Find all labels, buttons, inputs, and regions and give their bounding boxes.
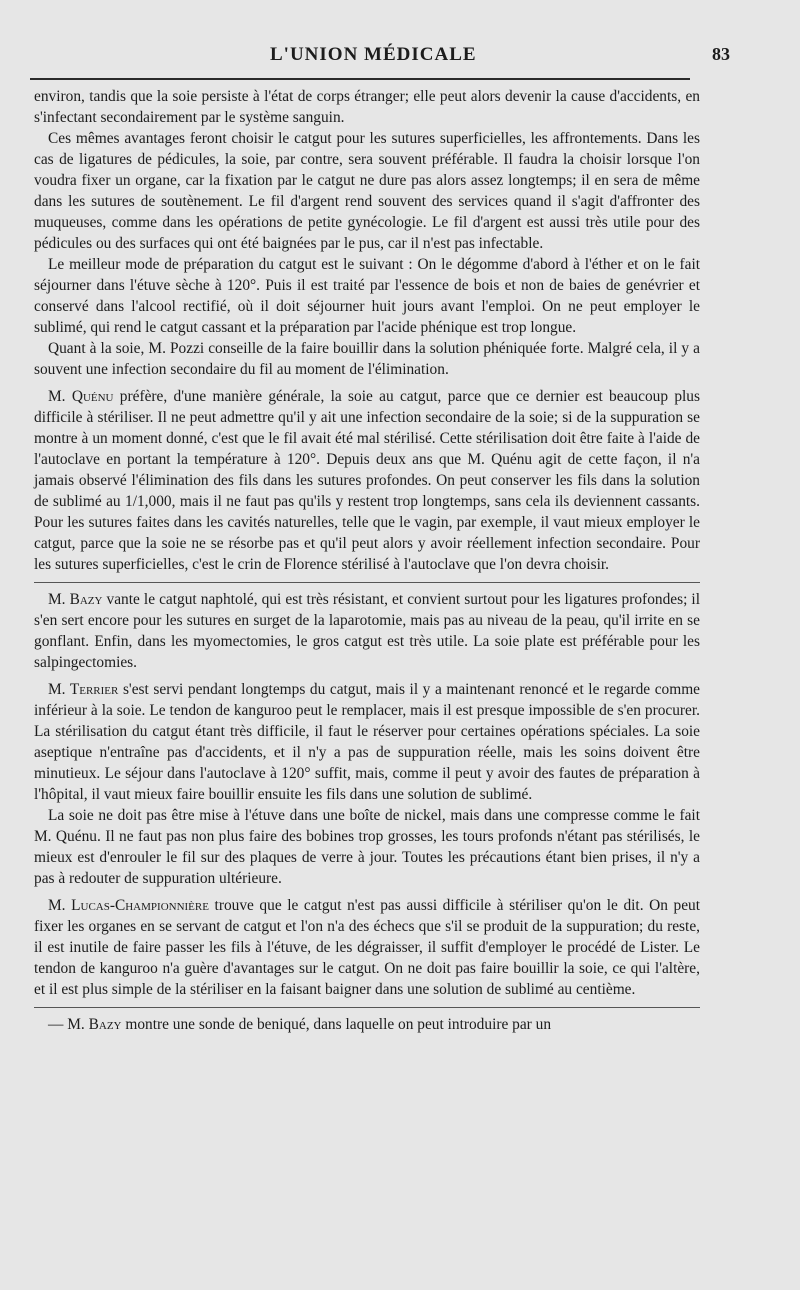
paragraph	[34, 679, 700, 805]
article-body	[34, 86, 700, 1035]
paragraph	[34, 1014, 700, 1035]
speaker-name: M. Bazy	[48, 591, 103, 608]
section-divider	[34, 1007, 700, 1008]
page-header	[30, 40, 730, 74]
paragraph-text: Ces mêmes avantages feront choisir le catgut pour les sutures superficielles, les affrontements. Dans les cas de ligatures de pédicules, la soie, par contre, sera souvent préférable. Il faudra la choisir lorsque l'on voudra fixer un organe, car la fixation par le catgut ne dure pas alors assez longtemps; il en sera de même dans les sutures de soutènement. Le fil d'argent rend souvent des services quand il s'agit d'affronter des muqueuses, comme dans les opérations de petite gynécologie. Le fil d'argent est aussi très utile pour des pédicules ou des surfaces qui ont été baignées par le pus, car il n'est pas infectable.	[34, 130, 700, 252]
paragraph	[34, 386, 700, 575]
paragraph-text: trouve que le catgut n'est pas aussi difficile à stériliser qu'on le dit. On peut fixer les organes en se servant de catgut et l'on n'a des échecs que s'il se produit de la suppuration; du reste, il est inutile de faire passer les fils à l'étuve, de les dégraisser, il suffit d'employer le procédé de Lister. Le tendon de kanguroo n'a guère d'avantages sur le catgut. On ne doit pas faire bouillir la soie, ce qui l'altère, et il est plus simple de la stériliser en la faisant baigner dans une solution de sublimé au centième.	[34, 897, 701, 998]
paragraph-text: La soie ne doit pas être mise à l'étuve dans une boîte de nickel, mais dans une compresse comme le fait M. Quénu. Il ne faut pas non plus faire des bobines trop grosses, les tours profonds n'étant pas stérilisés, le mieux est d'enrouler le fil sur des plaques de verre à jour. Toutes les précautions étant bien prises, il n'y a pas à redouter de suppuration ultérieure.	[34, 807, 700, 887]
speaker-name: — M. Bazy	[48, 1016, 122, 1033]
paragraph	[34, 338, 700, 380]
paragraph	[34, 805, 700, 889]
paragraph-text: environ, tandis que la soie persiste à l'état de corps étranger; elle peut alors devenir la cause d'accidents, en s'infectant secondairement par le système sanguin.	[34, 88, 700, 126]
paragraph-text: Le meilleur mode de préparation du catgut est le suivant : On le dégomme d'abord à l'éther et on le fait séjourner dans l'étuve sèche à 120°. Puis il est traité par l'essence de bois et non de baies de genévrier et conservé dans l'alcool rectifié, où il doit séjourner huit jours avant l'emploi. On ne peut employer le sublimé, qui rend le catgut cassant et la préparation par l'acide phénique est trop longue.	[34, 256, 700, 336]
paragraph	[34, 254, 700, 338]
speaker-name: M. Lucas-Championnière	[48, 897, 209, 914]
paragraph-text: vante le catgut naphtolé, qui est très résistant, et convient surtout pour les ligatures profondes; il s'en sert encore pour les sutures en surget de la laparotomie, mais pas au niveau de la peau, qu'il irrite en se gonflant. Enfin, dans les myomectomies, le gros catgut est très utile. La soie plate est préférable pour les salpingectomies.	[34, 591, 700, 671]
paragraph-text: préfère, d'une manière générale, la soie au catgut, parce que ce dernier est beaucoup plus difficile à stériliser. Il ne peut admettre qu'il y ait une infection secondaire de la soie; si de la suppuration se montre à un moment donné, c'est que le fil avait été mal stérilisé. Cette stérilisation doit être faite à l'aide de l'autoclave en portant la température à 120°. Depuis deux ans que M. Quénu agit de cette façon, il n'a jamais observé l'élimination des fils dans les sutures profondes. On peut conserver les fils dans la solution de sublimé au 1/1,000, mais il ne faut pas qu'ils y restent trop longtemps, sans cela ils deviennent cassants. Pour les sutures faites dans les cavités naturelles, telle que le vagin, par exemple, il vaut mieux employer le catgut, parce que la soie ne se résorbe pas et qu'il peut alors y avoir réellement infection secondaire. Pour les sutures superficielles, c'est le crin de Florence stérilisé à l'autoclave que l'on devra choisir.	[34, 388, 700, 573]
paragraph-text: montre une sonde de beniqué, dans laquelle on peut introduire par un	[121, 1016, 552, 1033]
paragraph-text: Quant à la soie, M. Pozzi conseille de la faire bouillir dans la solution phéniquée forte. Malgré cela, il y a souvent une infection secondaire du fil au moment de l'élimination.	[34, 340, 700, 378]
speaker-name: M. Terrier	[48, 681, 119, 698]
page-number: 83	[712, 44, 730, 64]
section-divider	[34, 582, 700, 583]
speaker-name: M. Quénu	[48, 388, 114, 405]
header-rule	[30, 78, 690, 80]
paragraph	[34, 895, 700, 1000]
paragraph-text: s'est servi pendant longtemps du catgut, mais il y a maintenant renoncé et le regarde comme inférieur à la soie. Le tendon de kanguroo peut le remplacer, mais il est presque impossible de s'en procurer. La stérilisation du catgut étant très difficile, il faut le réserver pour certaines opérations spéciales. La soie aseptique n'entraîne pas d'accidents, et il n'y a pas de suppuration réelle, mais les soins doivent être minutieux. Le séjour dans l'autoclave à 120° suffit, mais, comme il peut y avoir des fautes de préparation à l'hôpital, il vaut mieux faire bouillir ensuite les fils dans une solution de sublimé.	[34, 681, 700, 803]
paragraph	[34, 589, 700, 673]
paragraph	[34, 128, 700, 254]
running-title: L'UNION MÉDICALE	[270, 44, 477, 65]
paragraph	[34, 86, 700, 128]
